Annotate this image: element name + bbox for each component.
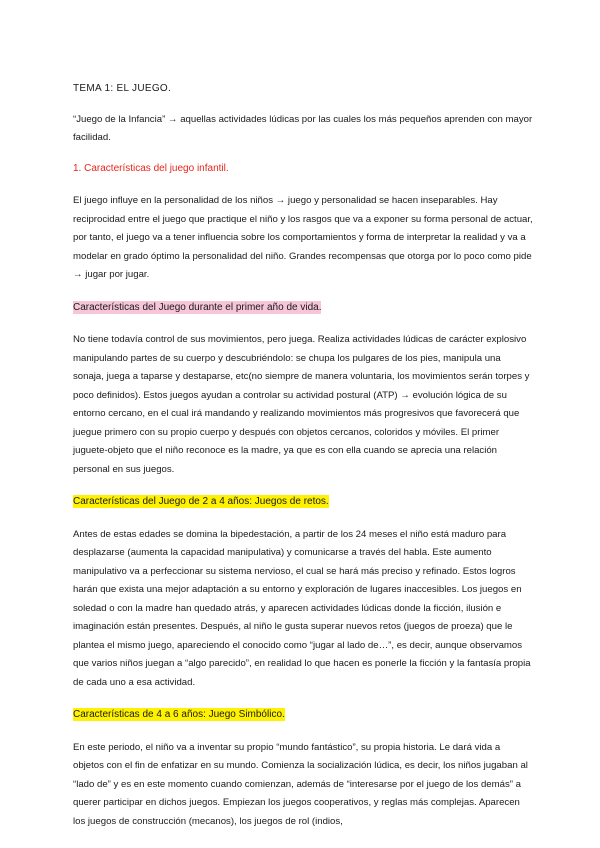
paragraph-first-year: No tiene todavía control de sus movimientos, pero juega. Realiza actividades lúdicas de carácter explosivo manipulando partes de su cuerpo y descubriéndolo: se chupa los pulgares de los pies, manipula una sonaja, juega a taparse y destaparse, etc(no siempre de manera voluntaria, los movimientos serán torpes y poco definidos). Estos juegos ayudan a controlar su actividad postural (ATP) → evolución lógica de su entorno cercano, en el cual irá mandando y realizando movimientos más progresivos que favorecerá que juegue primero con su propio cuerpo y después con objetos cercanos, coloridos y móviles. El primer juguete-objeto que el niño reconoce es la madre, ya que es con ella cuando se aprecia una relación personal en sus juegos. bbox=[73, 334, 530, 475]
document-body bbox=[73, 80, 533, 831]
subheading-two-to-four bbox=[73, 493, 533, 512]
paragraph-two-to-four: Antes de estas edades se domina la bipedestación, a partir de los 24 meses el niño está maduro para desplazarse (aumenta la capacidad manipulativa) y comunicarse a través del habla. Este aumento manipulativo va a perfeccionar su sistema nervioso, el cual se hará más preciso y refinado. Estos logros harán que exista una mejor adaptación a su entorno y exploración de lugares inaccesibles. Los juegos en soledad o con la madre han quedado atrás, y aparecen actividades lúdicas donde la ficción, ilusión e imaginación están presentes. Después, al niño le gusta superar nuevos retos (juegos de proeza) que le plantea el mismo juego, apareciendo el conocido como “jugar al lado de…”, es decir, aunque observamos que varios niños juegan a “algo parecido”, en realidad lo que hacen es ponerle la ficción y la fantasía propia de cada uno a esa actividad. bbox=[73, 528, 531, 688]
section-heading-characteristics: 1. Características del juego infantil. bbox=[73, 162, 229, 174]
subheading-first-year bbox=[73, 299, 533, 318]
paragraph-four-to-six: En este periodo, el niño va a inventar su propio “mundo fantástico”, su propia historia. Le dará vida a objetos con el fin de enfatizar en su mundo. Comienza la socialización lúdica, es decir, los niños jugaban al “lado de” y es en este momento cuando comienzan, además de “interesarse por el juego de los demás” a querer participar en dichos juegos. Empiezan los juegos cooperativos, y reglas más complejas. Aparecen los juegos de construcción (mecanos), los juegos de rol (indios, bbox=[73, 741, 528, 827]
subheading-two-to-four-text: Características del Juego de 2 a 4 años: Juegos de retos. bbox=[73, 496, 329, 507]
subheading-first-year-text: Características del Juego durante el primer año de vida. bbox=[73, 301, 322, 313]
document-title: TEMA 1: EL JUEGO. bbox=[73, 83, 172, 94]
section-paragraph-characteristics: El juego influye en la personalidad de los niños → juego y personalidad se hacen inseparables. Hay reciprocidad entre el juego que practique el niño y los rasgos que va a exponer su forma personal de actuar, por tanto, el juego va a tener influencia sobre los comportamientos y forma de interpretar la realidad y va a modelar en grado óptimo la personalidad del niño. Grandes recompensas que otorga por lo poco como pide → jugar por jugar. bbox=[73, 195, 533, 280]
subheading-four-to-six-text: Características de 4 a 6 años: Juego Simbólico. bbox=[73, 709, 285, 720]
subheading-four-to-six bbox=[73, 706, 533, 725]
intro-paragraph: “Juego de la Infancia” → aquellas actividades lúdicas por las cuales los más pequeños aprenden con mayor facilidad. bbox=[73, 113, 533, 143]
